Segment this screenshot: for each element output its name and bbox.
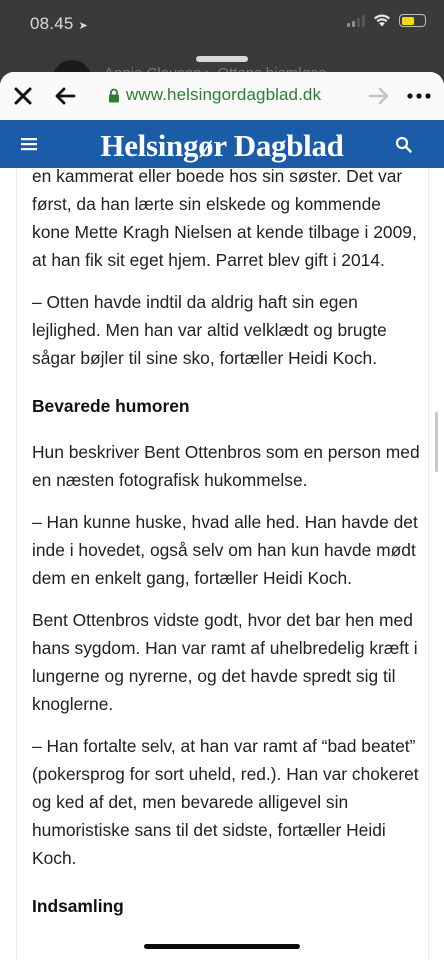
status-time: [30, 14, 88, 34]
home-indicator[interactable]: [144, 944, 300, 949]
battery-level: [402, 17, 414, 25]
article-content: [32, 168, 422, 938]
status-time-text: 08.45: [30, 14, 74, 33]
site-search-button[interactable]: [388, 129, 418, 159]
sheet-drag-handle[interactable]: [196, 56, 248, 62]
article-paragraph: – Otten havde indtil da aldrig haft sin egen lejlighed. Men han var altid velklædt og brugte sågar bøjler til sine sko, fortæller Heidi Koch.: [32, 292, 387, 368]
more-options-button[interactable]: [404, 81, 434, 111]
article-paragraph: Hun beskriver Bent Ottenbros som en person med en næsten fotografisk hukommelse.: [32, 442, 420, 490]
article-subheading: Bevarede humoren: [32, 396, 190, 416]
article-paragraph: en kammerat eller boede hos sin søster. Det var først, da han lærte sin elskede og kommende kone Mette Kragh Nielsen at kende tilbage i 2009, at han fik sit eget hjem. Parret blev gift i 2014.: [32, 168, 417, 270]
in-app-browser-sheet: [0, 72, 444, 960]
status-indicators: [347, 14, 426, 27]
content-border-right: [428, 168, 429, 960]
wifi-icon: [373, 14, 391, 27]
battery-icon: [399, 14, 426, 27]
location-arrow-icon: ➤: [78, 20, 88, 32]
back-button[interactable]: [50, 81, 80, 111]
close-button[interactable]: [8, 81, 38, 111]
browser-toolbar: [0, 72, 444, 120]
url-text: www.helsingordagblad.dk: [126, 85, 322, 104]
article-subheading: Indsamling: [32, 896, 124, 916]
article-paragraph: – Han fortalte selv, at han var ramt af “bad beatet” (pokersprog for sort uheld, red.). Han var chokeret og ked af det, men bevarede alligevel sin humoristiske sans til det sidste, fortæller Heidi Koch.: [32, 736, 419, 868]
more-dots-icon: [406, 92, 432, 100]
cellular-signal-icon: [347, 15, 365, 27]
article-body: [0, 168, 444, 960]
url-display[interactable]: [108, 85, 321, 105]
site-logo-title[interactable]: Helsingør Dagblad: [100, 128, 344, 163]
article-paragraph: Bent Ottenbros vidste godt, hvor det bar hen med hans sygdom. Han var ramt af uhelbredelig kræft i lungerne og nyrerne, og det havde spredt sig til knoglerne.: [32, 610, 418, 714]
forward-arrow-icon: [368, 86, 390, 106]
article-paragraph: – Han kunne huske, hvad alle hed. Han havde det inde i hovedet, også selv om han kun havde mødt dem en enkelt gang, fortæller Heidi Koch.: [32, 512, 418, 588]
scrollbar[interactable]: [435, 412, 438, 472]
close-icon: [13, 86, 33, 106]
content-border-left: [16, 168, 17, 960]
status-bar: [0, 0, 444, 48]
forward-button[interactable]: [364, 81, 394, 111]
back-arrow-icon: [54, 86, 76, 106]
search-icon: [395, 136, 412, 153]
site-header: [0, 120, 444, 168]
lock-icon: [108, 88, 120, 103]
